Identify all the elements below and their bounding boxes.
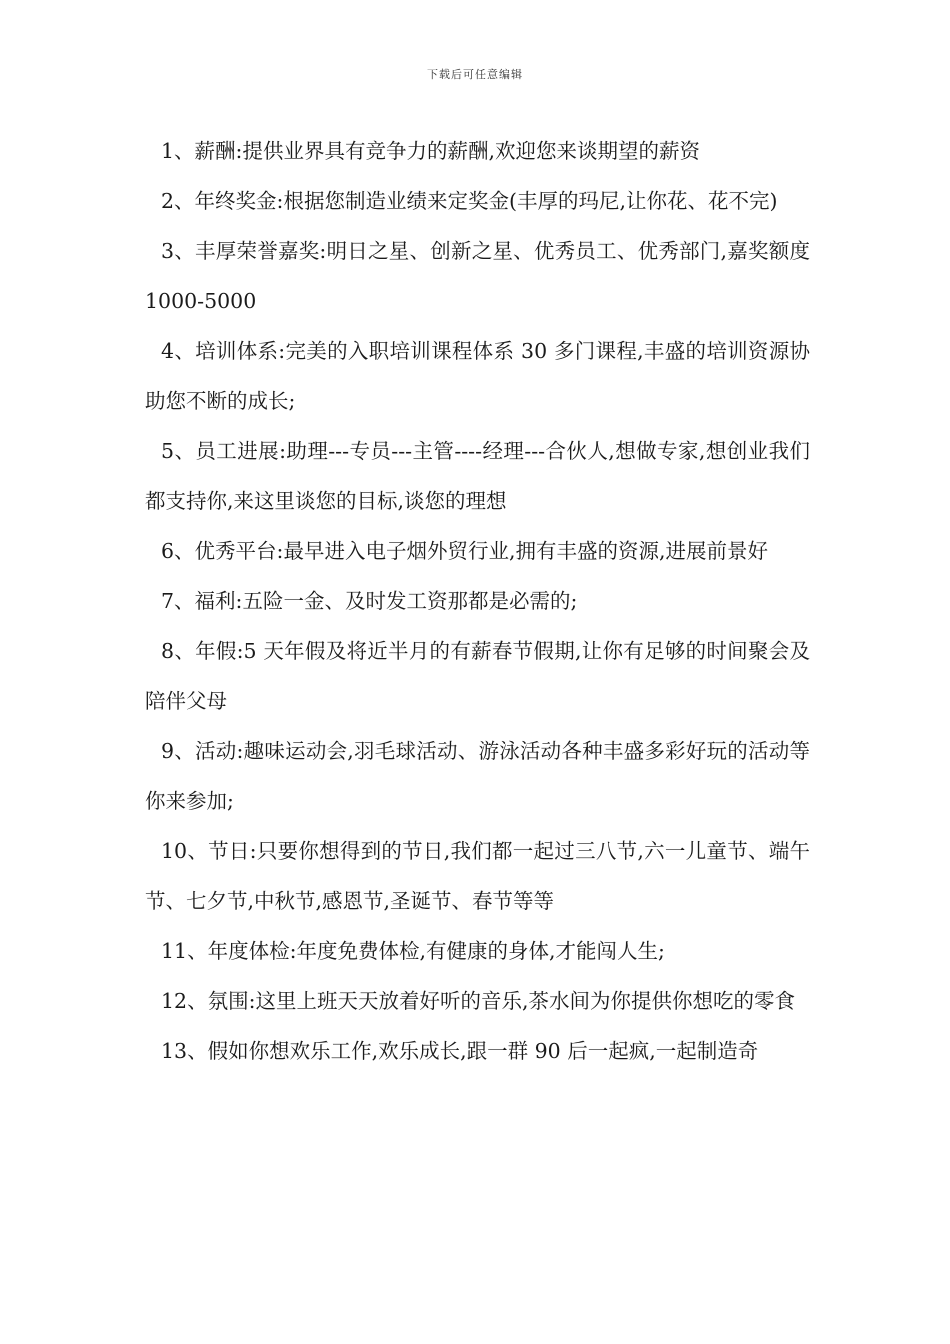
list-item: 8、年假:5 天年假及将近半月的有薪春节假期,让你有足够的时间聚会及陪伴父母 <box>145 639 810 713</box>
list-item: 3、丰厚荣誉嘉奖:明日之星、创新之星、优秀员工、优秀部门,嘉奖额度 1000-5000 <box>145 239 810 313</box>
list-item: 9、活动:趣味运动会,羽毛球活动、游泳活动各种丰盛多彩好玩的活动等你来参加; <box>145 739 810 813</box>
list-item: 12、氛围:这里上班天天放着好听的音乐,茶水间为你提供你想吃的零食 <box>161 989 796 1013</box>
list-item: 6、优秀平台:最早进入电子烟外贸行业,拥有丰盛的资源,进展前景好 <box>161 539 768 563</box>
list-item: 11、年度体检:年度免费体检,有健康的身体,才能闯人生; <box>161 939 665 963</box>
list-item: 2、年终奖金:根据您制造业绩来定奖金(丰厚的玛尼,让你花、花不完) <box>161 189 778 213</box>
document-body <box>145 126 810 1076</box>
list-item: 1、薪酬:提供业界具有竞争力的薪酬,欢迎您来谈期望的薪资 <box>161 139 700 163</box>
list-item: 13、假如你想欢乐工作,欢乐成长,跟一群 90 后一起疯,一起制造奇 <box>161 1039 759 1063</box>
page-header-note: 下载后可任意编辑 <box>427 68 523 81</box>
list-item: 5、员工进展:助理---专员---主管----经理---合伙人,想做专家,想创业我们都支持你,来这里谈您的目标,谈您的理想 <box>145 439 810 513</box>
list-item: 4、培训体系:完美的入职培训课程体系 30 多门课程,丰盛的培训资源协助您不断的成长; <box>145 339 810 413</box>
list-item: 10、节日:只要你想得到的节日,我们都一起过三八节,六一儿童节、端午节、七夕节,中秋节,感恩节,圣诞节、春节等等 <box>145 839 810 913</box>
list-item: 7、福利:五险一金、及时发工资那都是必需的; <box>161 589 578 613</box>
